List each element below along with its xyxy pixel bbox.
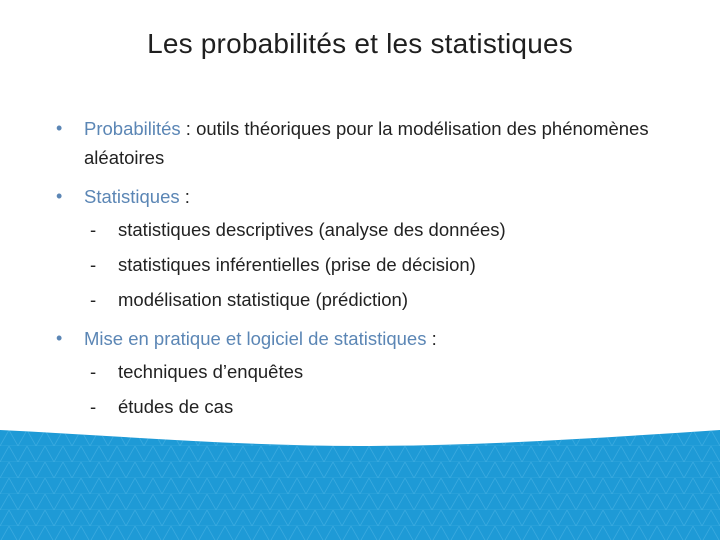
bullet-dot: • [56, 118, 63, 138]
decorative-wave-band [0, 430, 720, 540]
dash-glyph: - [90, 254, 97, 275]
dash-glyph: - [90, 219, 97, 240]
sub-item [56, 215, 676, 244]
dash-glyph: - [90, 289, 97, 310]
dash-glyph: - [90, 361, 97, 382]
bullet-dot: • [56, 186, 63, 206]
slide-content [56, 114, 676, 427]
sub-item-text: études de cas [118, 396, 234, 417]
bullet-term: Mise en pratique et logiciel de statistiques [84, 328, 427, 349]
sub-item [56, 250, 676, 279]
bullet-dot: • [56, 328, 63, 348]
dash-glyph: - [90, 396, 97, 417]
bullet-probabilites [56, 114, 676, 172]
bullet-statistiques [56, 182, 676, 211]
sub-item [56, 392, 676, 421]
sub-item-text: modélisation statistique (prédiction) [118, 289, 408, 310]
bullet-text: : outils théoriques pour la modélisation des phénomènes aléatoires [84, 118, 649, 168]
bullet-text: : [179, 186, 190, 207]
slide-title: Les probabilités et les statistiques [147, 28, 573, 59]
bullet-term: Probabilités [84, 118, 181, 139]
sub-item-text: techniques d’enquêtes [118, 361, 304, 382]
sub-item [56, 357, 676, 386]
sub-item [56, 285, 676, 314]
bullet-text: : [426, 328, 437, 349]
sub-item-text: statistiques descriptives (analyse des données) [118, 219, 506, 240]
sub-item-text: statistiques inférentielles (prise de décision) [118, 254, 476, 275]
bullet-mise-en-pratique [56, 324, 676, 353]
bullet-term: Statistiques [84, 186, 180, 207]
